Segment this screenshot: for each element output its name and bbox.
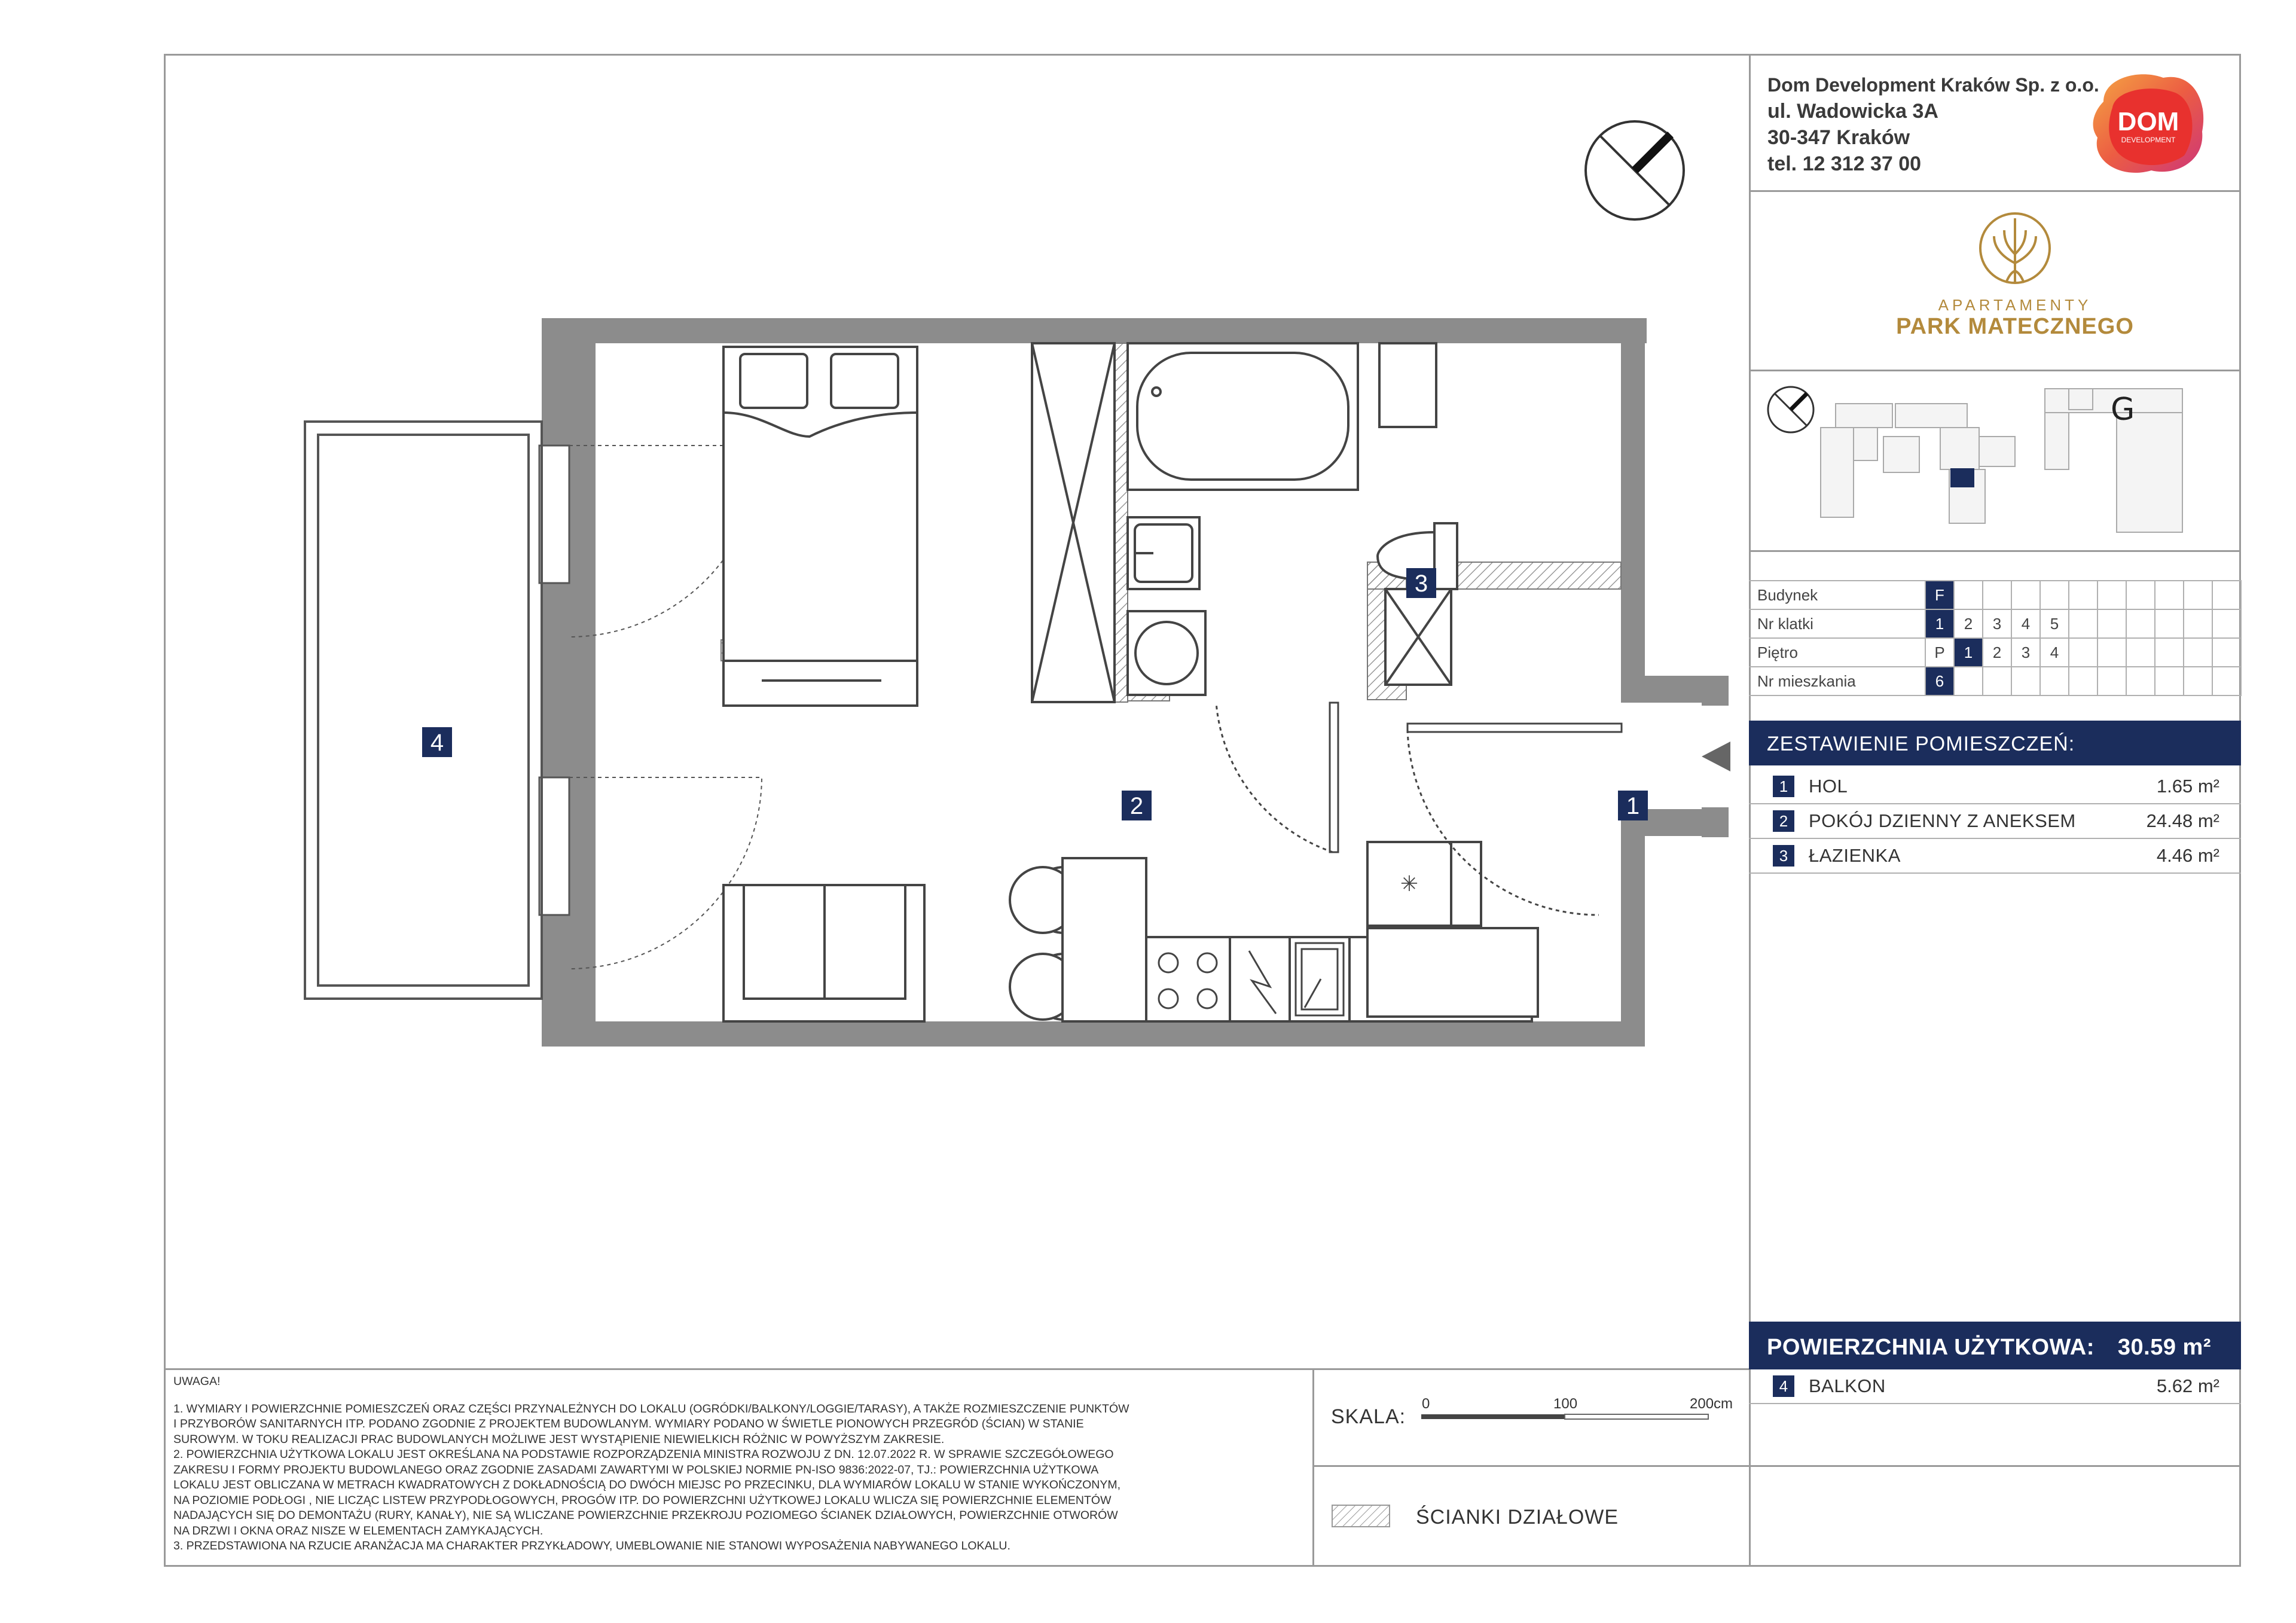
info-grid-cell (2184, 667, 2212, 695)
room-area: 5.62 m² (2156, 1375, 2219, 1396)
info-grid-row (1749, 609, 2241, 638)
room-label-2: 2 (1129, 793, 1144, 819)
room-label-3: 3 (1414, 571, 1428, 597)
partition-wall-swatch (1331, 1504, 1391, 1528)
scale-label: SKALA: (1331, 1405, 1406, 1428)
scale-tick-200: 200cm (1690, 1396, 1733, 1412)
scale-bar (1411, 1396, 1746, 1432)
info-grid-cell (2184, 581, 2212, 609)
info-grid-cell (2097, 609, 2126, 638)
logo-text-dom: DOM (2117, 107, 2179, 136)
info-grid-label: Piętro (1749, 638, 1925, 667)
room-number: 1 (1773, 776, 1794, 797)
disclaimer-notes (173, 1374, 1292, 1554)
info-grid-cell (2097, 638, 2126, 667)
info-grid-cell (2155, 609, 2184, 638)
info-grid-cell (2155, 638, 2184, 667)
bathtub (1128, 343, 1358, 490)
keyplan-unit-marker (1950, 468, 1974, 487)
info-grid-cell (2097, 667, 2126, 695)
info-grid-row (1749, 581, 2241, 609)
info-grid-cell (1983, 667, 2011, 695)
scale-tick-0: 0 (1422, 1396, 1430, 1412)
info-grid-cell (1983, 581, 2011, 609)
info-grid-cell: 4 (2040, 638, 2069, 667)
info-grid-cell: P (1925, 638, 1954, 667)
note-line: 1. WYMIARY I POWIERZCHNIE POMIESZCZEŃ ORAZ CZĘŚCI PRZYNALEŻNYCH DO LOKALU (OGRÓDKI/BALKONY/LOGGIE/TARASY), A TAKŻE ROZMIESZCZENIE PUNKTÓW (173, 1402, 1129, 1415)
room-name: HOL (1809, 776, 1848, 797)
usable-area-total (1749, 1322, 2241, 1369)
usable-area-value: 30.59 m² (2117, 1335, 2211, 1360)
info-grid-cell: 2 (1954, 609, 1983, 638)
info-grid-cell (2212, 638, 2241, 667)
room-number: 3 (1773, 845, 1794, 867)
info-grid-label: Nr klatki (1749, 609, 1925, 638)
info-grid-cell: 1 (1954, 638, 1983, 667)
project-name-line2: PARK MATECZNEGO (1896, 314, 2134, 339)
room-name: BALKON (1809, 1375, 1886, 1396)
usable-area-label: POWIERZCHNIA UŻYTKOWA: (1767, 1335, 2095, 1360)
rooms-summary-title: ZESTAWIENIE POMIESZCZEŃ: (1749, 721, 2241, 765)
info-grid-cell (1954, 581, 1983, 609)
note-line: ZAKRESU I FORMY PROJEKTU BUDOWLANEGO ORAZ ZGODNIE ZASADAMI ZAWARTYMI W POLSKIEJ NORMIE PN-ISO 9836:2022-07, TJ.: POWIERZCHNIA UŻYTKOWA (173, 1463, 1099, 1476)
sofa (723, 885, 924, 1021)
site-keyplan (1758, 377, 2224, 550)
company-street: ul. Wadowicka 3A (1767, 100, 1938, 123)
wardrobe (1032, 343, 1115, 702)
installation-shaft (1379, 343, 1436, 427)
room-label-1: 1 (1626, 793, 1640, 819)
info-grid-cell (2212, 667, 2241, 695)
header-divider (1749, 190, 2241, 192)
info-grid-cell (2040, 667, 2069, 695)
info-grid-label: Nr mieszkania (1749, 667, 1925, 695)
info-grid-cell (2069, 638, 2097, 667)
floor-plan (164, 54, 1748, 1369)
note-line: LOKALU JEST OBLICZANA W METRACH KWADRATOWYCH Z DOKŁADNOŚCIĄ DO DWÓCH MIEJSC PO PRZECINKU, DLA WYMIARÓW LOKALU W STANIE WYKOŃCZONYM, (173, 1478, 1121, 1491)
bathroom-door[interactable] (1216, 703, 1338, 852)
note-line: 3. PRZEDSTAWIONA NA RZUCIE ARANŻACJA MA CHARAKTER PRZYKŁADOWY, UMEBLOWANIE NIE STANOWI WYPOSAŻENIA NABYWANEGO LOKALU. (173, 1539, 1010, 1552)
info-grid-cell (2040, 581, 2069, 609)
company-address (1767, 72, 2099, 177)
kitchen-island (1062, 858, 1146, 1021)
dom-development-logo (2086, 66, 2211, 179)
info-grid-row (1749, 667, 2241, 695)
info-grid-cell: 3 (1983, 609, 2011, 638)
info-grid-cell: F (1925, 581, 1954, 609)
info-grid-cell (2155, 581, 2184, 609)
info-grid-cell (2184, 638, 2212, 667)
bed (723, 347, 917, 670)
keyplan-divider (1749, 550, 2241, 552)
tree-emblem-icon (1866, 206, 2164, 296)
balcony-row (1749, 1369, 2241, 1404)
info-grid-cell: 5 (2040, 609, 2069, 638)
extra-divider (1749, 1465, 2241, 1467)
room-number: 4 (1773, 1375, 1794, 1397)
info-grid-label: Budynek (1749, 581, 1925, 609)
scale-legend-divider (1312, 1465, 1749, 1467)
room-name: ŁAZIENKA (1809, 845, 1901, 866)
info-grid-cell: 6 (1925, 667, 1954, 695)
entrance-arrow-icon (1702, 742, 1730, 771)
info-grid-cell (2097, 581, 2126, 609)
ventilation-icon: ✳ (1400, 872, 1419, 896)
info-grid-cell (2069, 609, 2097, 638)
shower-shaft (1385, 589, 1451, 685)
note-line: 2. POWIERZCHNIA UŻYTKOWA LOKALU JEST OKREŚLANA NA PODSTAWIE ROZPORZĄDZENIA MINISTRA ROZWOJU Z DN. 12.07.2022 R. W SPRAWIE SZCZEGÓŁOWEGO (173, 1448, 1114, 1461)
legend-label: ŚCIANKI DZIAŁOWE (1416, 1506, 1619, 1529)
note-line: NA DRZWI I OKNA ORAZ NISZE W ELEMENTACH ZAMYKAJĄCYCH. (173, 1524, 544, 1537)
company-phone: tel. 12 312 37 00 (1767, 152, 1922, 175)
room-row (1749, 770, 2241, 804)
room-area: 4.46 m² (2156, 845, 2219, 866)
logo-text-development: DEVELOPMENT (2121, 136, 2176, 144)
note-line: SUROWYM. W TOKU REALIZACJI PRAC BUDOWLANYCH MOŻLIWE JEST WYSTĄPIENIE NIEWIELKICH RÓŻNIC W POWYŻSZYM ZAKRESIE. (173, 1432, 945, 1446)
room-row (1749, 804, 2241, 839)
info-grid-cell (2212, 581, 2241, 609)
washbasin (1128, 517, 1199, 589)
room-number: 2 (1773, 810, 1794, 832)
keyplan-building-letter: G (2111, 392, 2135, 428)
room-label-4: 4 (430, 730, 444, 756)
keyplan-compass-icon (1768, 387, 1813, 432)
company-name: Dom Development Kraków Sp. z o.o. (1767, 74, 2099, 96)
info-grid-cell (2126, 581, 2155, 609)
info-grid-cell (2011, 667, 2040, 695)
unit-info-grid (1749, 580, 2242, 696)
note-line: NA POZIOMIE PODŁOGI , NIE LICZĄC LISTEW PRZYPODŁOGOWYCH, PROGÓW ITP. DO POWIERZCHNI UŻYTKOWEJ LOKALU WLICZA SIĘ POWIERZCHNIE ELEMENTÓW (173, 1493, 1112, 1507)
balcony-door-lower[interactable] (539, 777, 569, 915)
info-grid-cell (2126, 638, 2155, 667)
info-grid-cell: 1 (1925, 609, 1954, 638)
room-area: 1.65 m² (2156, 776, 2219, 797)
info-grid-cell: 2 (1983, 638, 2011, 667)
scale-tick-100: 100 (1553, 1396, 1578, 1412)
note-line: NADAJĄCYCH SIĘ DO DEMONTAŻU (RURY, KANAŁY), NIE SĄ WLICZANE POWIERZCHNIE PRZEKROJU POZIOMEGO ŚCIANEK DZIAŁOWYCH, POWIERZCHNIE OTWORÓW (173, 1509, 1118, 1522)
balcony-door-upper[interactable] (539, 446, 569, 583)
logo-divider (1749, 370, 2241, 371)
info-grid-row (1749, 638, 2241, 667)
info-grid-cell (2011, 581, 2040, 609)
project-logo (1866, 206, 2164, 350)
info-grid-cell (2069, 667, 2097, 695)
kitchen-corner-cabinet (1367, 928, 1538, 1017)
info-grid-cell (2069, 581, 2097, 609)
note-line: I PRZYBORÓW SANITARNYCH ITP. PODANO ZGODNIE Z PROJEKTEM BUDOWLANYM. WYMIARY PODANO W ŚWIETLE PIONOWYCH PRZEGRÓD (ŚCIAN) W STANIE (173, 1417, 1084, 1430)
balcony (305, 422, 542, 999)
info-grid-cell: 4 (2011, 609, 2040, 638)
info-grid-cell (2184, 609, 2212, 638)
info-grid-cell (2126, 667, 2155, 695)
north-compass-icon (1586, 121, 1684, 219)
room-row (1749, 839, 2241, 874)
room-name: POKÓJ DZIENNY Z ANEKSEM (1809, 810, 2076, 831)
desk (723, 661, 917, 706)
info-grid-cell: 3 (2011, 638, 2040, 667)
info-grid-cell (1954, 667, 1983, 695)
project-name-line1: APARTAMENTY (1938, 296, 2092, 314)
room-area: 24.48 m² (2146, 810, 2219, 831)
notes-title: UWAGA! (173, 1375, 221, 1388)
info-grid-cell (2212, 609, 2241, 638)
info-grid-cell (2155, 667, 2184, 695)
notes-scale-divider (1312, 1368, 1314, 1567)
washing-machine (1128, 611, 1205, 695)
info-grid-cell (2126, 609, 2155, 638)
company-city: 30-347 Kraków (1767, 126, 1910, 149)
